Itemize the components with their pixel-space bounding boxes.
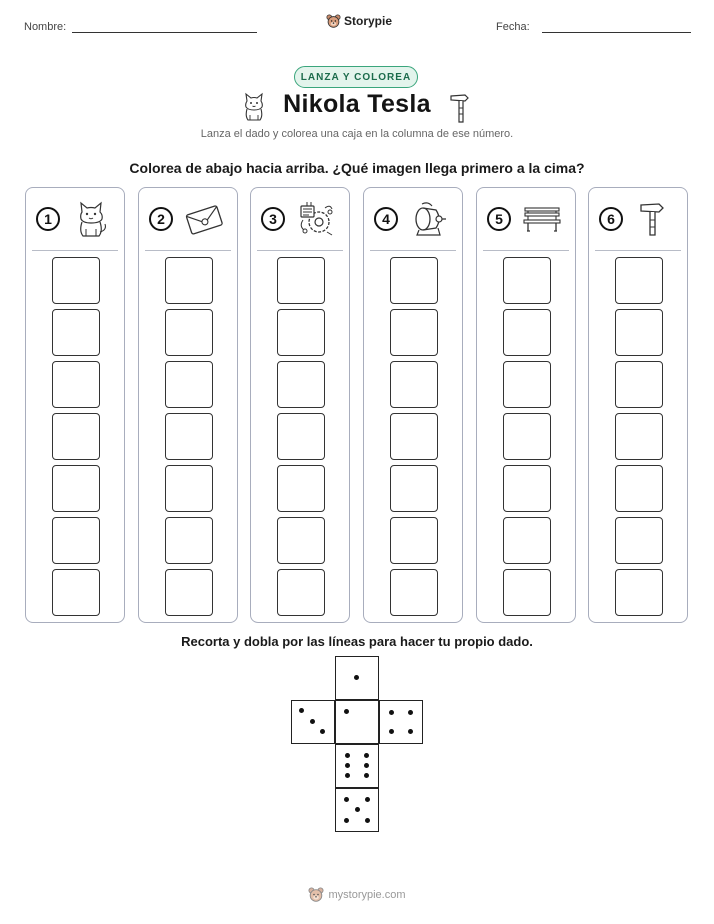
electric-motor-icon: [410, 200, 448, 238]
column-divider: [32, 250, 118, 251]
color-box[interactable]: [503, 465, 551, 512]
hammer-icon: [635, 200, 673, 238]
color-box[interactable]: [615, 413, 663, 460]
color-box[interactable]: [503, 257, 551, 304]
die-pip: [364, 773, 369, 778]
color-box[interactable]: [165, 569, 213, 616]
die-pip: [408, 710, 413, 715]
column-6: [588, 187, 688, 623]
die-pip: [310, 719, 315, 724]
name-label: Nombre:: [24, 21, 67, 33]
color-box[interactable]: [52, 413, 100, 460]
column-divider: [483, 250, 569, 251]
die-face-right[interactable]: [379, 700, 423, 744]
color-box[interactable]: [615, 517, 663, 564]
die-pip: [364, 753, 369, 758]
bench-icon: [523, 200, 561, 238]
die-pip: [364, 763, 369, 768]
name-line[interactable]: [72, 32, 257, 33]
column-2: [138, 187, 238, 623]
subtitle: Lanza el dado y colorea una caja en la columna de ese número.: [200, 128, 514, 140]
column-1: [25, 187, 125, 623]
date-label: Fecha:: [496, 21, 530, 33]
color-box[interactable]: [390, 309, 438, 356]
bear-icon: [308, 887, 324, 902]
color-box[interactable]: [277, 569, 325, 616]
color-box[interactable]: [165, 257, 213, 304]
date-line[interactable]: [542, 32, 691, 33]
page-title: Nikola Tesla: [283, 90, 431, 118]
color-box[interactable]: [52, 465, 100, 512]
column-number: 1: [36, 207, 60, 231]
color-box[interactable]: [165, 361, 213, 408]
color-box[interactable]: [615, 569, 663, 616]
die-pip: [344, 797, 349, 802]
color-box[interactable]: [52, 257, 100, 304]
column-divider: [145, 250, 231, 251]
column-number: 4: [374, 207, 398, 231]
color-box[interactable]: [52, 569, 100, 616]
die-pip: [345, 753, 350, 758]
coloring-instruction: Colorea de abajo hacia arriba. ¿Qué imagen llega primero a la cima?: [129, 160, 585, 176]
color-box[interactable]: [390, 465, 438, 512]
color-box[interactable]: [615, 361, 663, 408]
die-pip: [389, 729, 394, 734]
color-box[interactable]: [390, 517, 438, 564]
activity-badge: LANZA Y COLOREA: [294, 66, 418, 88]
title-hammer-icon: [448, 92, 474, 124]
color-box[interactable]: [52, 361, 100, 408]
color-box[interactable]: [503, 309, 551, 356]
die-pip: [365, 797, 370, 802]
column-number: 2: [149, 207, 173, 231]
die-face-back[interactable]: [335, 788, 379, 832]
die-pip: [299, 708, 304, 713]
die-pip: [354, 675, 359, 680]
column-divider: [370, 250, 456, 251]
cat-icon: [72, 200, 110, 238]
color-box[interactable]: [165, 517, 213, 564]
column-5: [476, 187, 576, 623]
color-box[interactable]: [390, 569, 438, 616]
color-box[interactable]: [277, 413, 325, 460]
bear-icon: [326, 14, 341, 28]
color-box[interactable]: [277, 465, 325, 512]
color-box[interactable]: [277, 517, 325, 564]
color-box[interactable]: [615, 309, 663, 356]
die-pip: [345, 763, 350, 768]
circuit-gear-icon: [297, 200, 335, 238]
color-box[interactable]: [615, 257, 663, 304]
die-pip: [344, 818, 349, 823]
column-number: 3: [261, 207, 285, 231]
column-4: [363, 187, 463, 623]
color-box[interactable]: [165, 309, 213, 356]
brand-logo: [326, 14, 392, 28]
die-face-center[interactable]: [335, 700, 379, 744]
color-box[interactable]: [503, 413, 551, 460]
column-number: 6: [599, 207, 623, 231]
column-divider: [257, 250, 343, 251]
column-divider: [595, 250, 681, 251]
die-instruction: Recorta y dobla por las líneas para hacer tu propio dado.: [181, 634, 533, 649]
color-box[interactable]: [277, 257, 325, 304]
column-number: 5: [487, 207, 511, 231]
color-box[interactable]: [390, 361, 438, 408]
die-face-left[interactable]: [291, 700, 335, 744]
color-box[interactable]: [52, 517, 100, 564]
die-pip: [355, 807, 360, 812]
color-box[interactable]: [615, 465, 663, 512]
column-3: [250, 187, 350, 623]
color-box[interactable]: [503, 517, 551, 564]
die-pip: [365, 818, 370, 823]
die-pip: [320, 729, 325, 734]
color-box[interactable]: [165, 413, 213, 460]
die-pip: [344, 709, 349, 714]
color-box[interactable]: [390, 257, 438, 304]
die-pip: [389, 710, 394, 715]
envelope-icon: [185, 200, 223, 238]
color-box[interactable]: [277, 309, 325, 356]
footer: [0, 887, 714, 902]
color-box[interactable]: [390, 413, 438, 460]
color-box[interactable]: [503, 361, 551, 408]
color-box[interactable]: [52, 309, 100, 356]
die-face-bottom[interactable]: [335, 744, 379, 788]
die-pip: [345, 773, 350, 778]
footer-site: mystorypie.com: [328, 888, 406, 901]
color-box[interactable]: [277, 361, 325, 408]
die-face-top[interactable]: [335, 656, 379, 700]
brand-name: Storypie: [344, 14, 393, 28]
die-pip: [408, 729, 413, 734]
color-box[interactable]: [165, 465, 213, 512]
color-box[interactable]: [503, 569, 551, 616]
